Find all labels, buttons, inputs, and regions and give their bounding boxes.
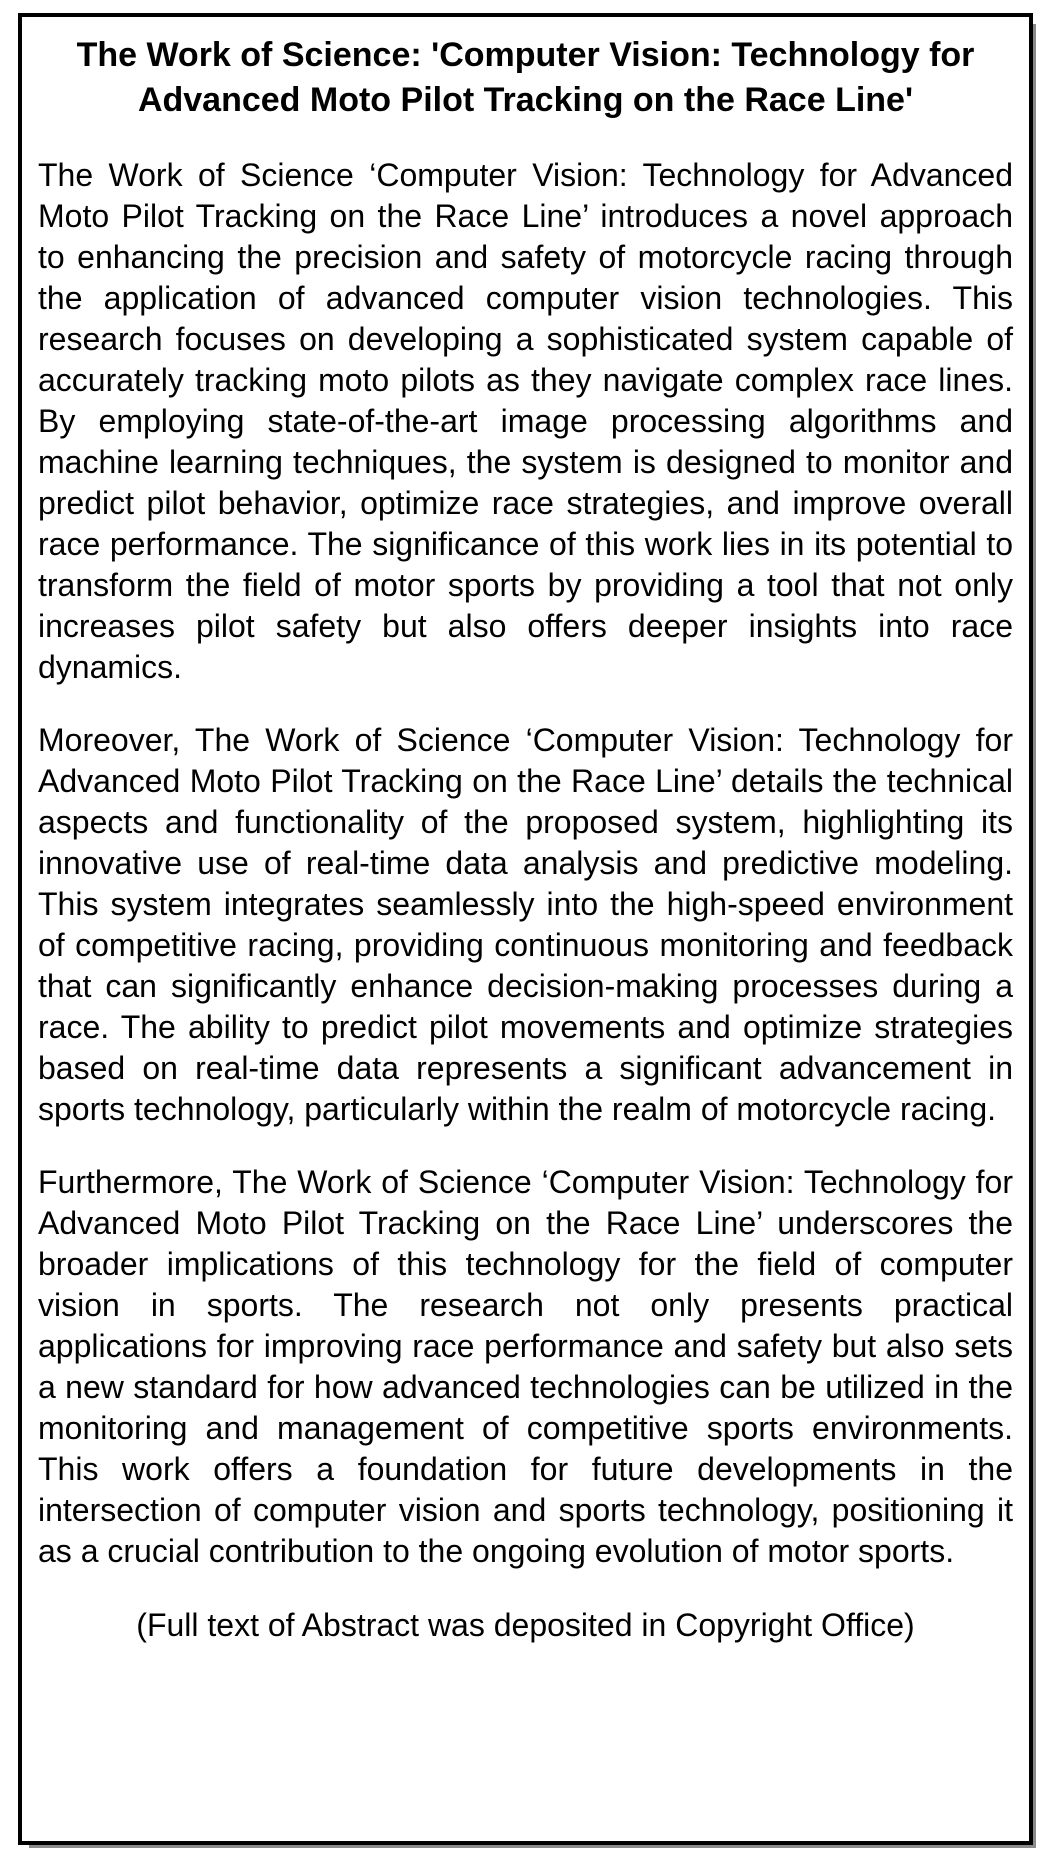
abstract-border-box	[18, 13, 1033, 1845]
abstract-paragraph-2: Moreover, The Work of Science ‘Computer Vision: Technology for Advanced Moto Pilot Tracking on the Race Line’ details the technical aspects and functionality of the proposed system, highlighting its innovative use of real-time data analysis and predictive modeling. This system integrates seamlessly into the high-speed environment of competitive racing, providing continuous monitoring and feedback that can significantly enhance decision-making processes during a race. The ability to predict pilot movements and optimize strategies based on real-time data represents a significant advancement in sports technology, particularly within the realm of motorcycle racing.	[38, 722, 1013, 1127]
abstract-title: The Work of Science: 'Computer Vision: Technology for Advanced Moto Pilot Tracking on the Race Line'	[76, 36, 975, 119]
copyright-deposit-note: (Full text of Abstract was deposited in Copyright Office)	[136, 1607, 915, 1643]
abstract-paragraph-1: The Work of Science ‘Computer Vision: Technology for Advanced Moto Pilot Tracking on the Race Line’ introduces a novel approach to enhancing the precision and safety of motorcycle racing through the application of advanced computer vision technologies. This research focuses on developing a sophisticated system capable of accurately tracking moto pilots as they navigate complex race lines. By employing state-of-the-art image processing algorithms and machine learning techniques, the system is designed to monitor and predict pilot behavior, optimize race strategies, and improve overall race performance. The significance of this work lies in its potential to transform the field of motor sports by providing a tool that not only increases pilot safety but also offers deeper insights into race dynamics.	[38, 157, 1013, 685]
abstract-paragraph-3: Furthermore, The Work of Science ‘Computer Vision: Technology for Advanced Moto Pilot Tracking on the Race Line’ underscores the broader implications of this technology for the field of computer vision in sports. The research not only presents practical applications for improving race performance and safety but also sets a new standard for how advanced technologies can be utilized in the monitoring and management of competitive sports environments. This work offers a foundation for future developments in the intersection of computer vision and sports technology, positioning it as a crucial contribution to the ongoing evolution of motor sports.	[38, 1164, 1013, 1569]
